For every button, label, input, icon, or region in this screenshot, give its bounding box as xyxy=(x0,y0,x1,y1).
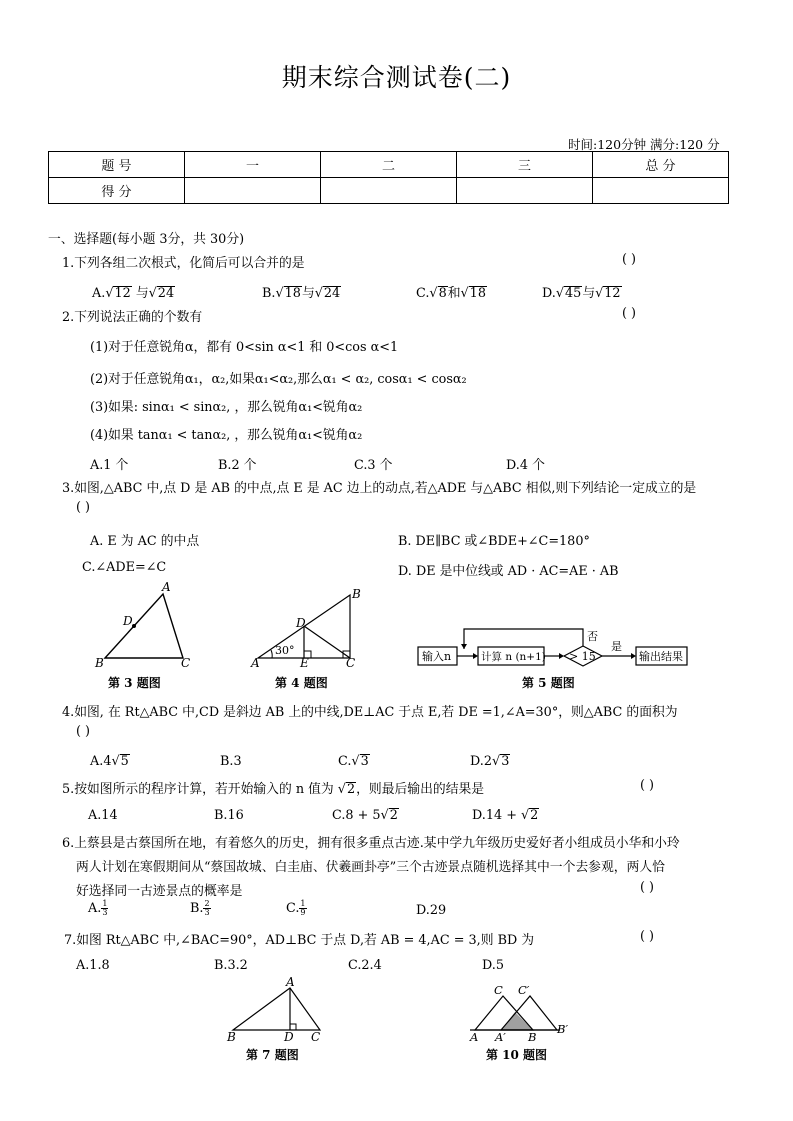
fig4-label-e: E xyxy=(300,656,309,670)
fig4-label-b: B xyxy=(352,587,361,601)
q7-option-a: A.1.8 xyxy=(76,958,110,973)
q4-option-b: B.3 xyxy=(220,754,242,769)
q6-option-d: D.29 xyxy=(416,903,447,918)
fig3-caption: 第 3 题图 xyxy=(108,676,161,690)
q2-option-a: A.1 个 xyxy=(90,458,129,473)
q6-option-b: B. $\frac{2}{3}$ xyxy=(190,899,210,917)
fig10-label-c: C xyxy=(494,983,503,997)
figure-5-flowchart xyxy=(418,629,687,690)
q2-statement-2: (2)对于任意锐角α₁，α₂,如果α₁<α₂,那么α₁ < α₂, cosα₁ < cosα₂ xyxy=(90,372,467,387)
question-4-stem: 4.如图, 在 Rt△ABC 中,CD 是斜边 AB 上的中线,DE⊥AC 于点 E,若 DE =1,∠A=30°，则△ABC 的面积为 xyxy=(62,705,678,720)
fig7-caption: 第 7 题图 xyxy=(246,1048,299,1062)
score-table-score-row xyxy=(49,178,729,204)
figure-4 xyxy=(250,587,361,690)
q7-option-d: D.5 xyxy=(482,958,505,973)
figure-7 xyxy=(226,975,320,1062)
fig3-triangle xyxy=(105,594,183,658)
time-info: 时间:120分钟 满分:120 分 xyxy=(568,137,720,152)
q2-option-d: D.4 个 xyxy=(506,458,545,473)
score-cell[interactable] xyxy=(185,178,321,204)
score-table xyxy=(48,151,729,204)
fig10-label-c-prime: C′ xyxy=(518,983,530,997)
fig3-label-d: D xyxy=(123,614,133,628)
flow-input-label: 输入n xyxy=(422,650,452,663)
answer-paren: ( ) xyxy=(640,880,655,895)
q7-option-b: B.3.2 xyxy=(214,958,248,973)
question-1-stem: 1.下列各组二次根式，化简后可以合并的是 xyxy=(62,256,305,271)
answer-paren: ( ) xyxy=(640,929,655,944)
score-cell[interactable] xyxy=(321,178,457,204)
flow-compute-label: 计算 n (n+1) xyxy=(481,651,546,663)
score-header-cell: 三 xyxy=(457,152,593,178)
figures-row-1 xyxy=(0,578,793,696)
q3-option-b: B. DE∥BC 或∠BDE+∠C=180° xyxy=(398,534,590,549)
fig7-label-a: A xyxy=(286,975,295,989)
score-cell[interactable] xyxy=(593,178,729,204)
fig7-label-b: B xyxy=(227,1030,236,1044)
fig4-label-d: D xyxy=(296,616,306,630)
q2-option-b: B.2 个 xyxy=(218,458,257,473)
section-heading: 一、选择题(每小题 3分，共 30分) xyxy=(48,232,245,247)
fig7-label-d: D xyxy=(284,1030,294,1044)
fig4-angle-arc xyxy=(271,650,272,658)
fig4-caption: 第 4 题图 xyxy=(275,676,328,690)
q2-statement-4: (4)如果 tanα₁ < tanα₂, ，那么锐角α₁<锐角α₂ xyxy=(90,428,363,443)
q4-option-d: D.2√3 xyxy=(470,754,510,769)
question-6-line-3: 好选择同一古迹景点的概率是 xyxy=(76,884,243,899)
q1-option-c: C.√8和√18 xyxy=(416,286,486,301)
flow-arrowhead-1 xyxy=(473,653,478,659)
answer-paren: ( ) xyxy=(622,252,637,267)
flow-decision-label: > 15 xyxy=(569,650,596,663)
fig3-label-b: B xyxy=(95,656,104,670)
q6-option-c: C. $\frac{1}{9}$ xyxy=(286,899,306,917)
score-header-cell: 一 xyxy=(185,152,321,178)
flow-arrowhead-3 xyxy=(631,653,636,659)
q1-option-a: A.√12 与√24 xyxy=(92,286,175,301)
fig4-label-c: C xyxy=(346,656,356,670)
figure-10 xyxy=(469,983,568,1062)
q1-option-b: B.√18与√24 xyxy=(262,286,341,301)
q5-option-a: A.14 xyxy=(88,808,118,823)
fig7-triangle xyxy=(233,988,320,1030)
q2-option-c: C.3 个 xyxy=(354,458,393,473)
q5-option-b: B.16 xyxy=(214,808,244,823)
fig5-caption: 第 5 题图 xyxy=(522,676,575,690)
q2-statement-1: (1)对于任意锐角α，都有 0<sin α<1 和 0<cos α<1 xyxy=(90,340,399,355)
flow-yes-label: 是 xyxy=(611,640,622,653)
fig10-label-a-prime: A′ xyxy=(495,1030,506,1044)
q3-option-c: C.∠ADE=∠C xyxy=(82,560,167,575)
fig4-label-a: A xyxy=(251,656,260,670)
page-title: 期末综合测试卷(二) xyxy=(281,63,512,92)
answer-paren: ( ) xyxy=(76,500,91,515)
answer-paren: ( ) xyxy=(622,306,637,321)
q4-option-c: C.√3 xyxy=(338,754,369,769)
q5-option-c: C.8 + 5√2 xyxy=(332,808,398,823)
q2-statement-3: (3)如果: sinα₁ < sinα₂, ，那么锐角α₁<锐角α₂ xyxy=(90,400,363,415)
fig3-label-a: A xyxy=(162,580,171,594)
fig10-label-b-prime: B′ xyxy=(557,1022,569,1036)
score-row-label: 得 分 xyxy=(49,178,185,204)
flow-loop-arrowhead xyxy=(461,644,467,649)
score-header-cell: 二 xyxy=(321,152,457,178)
fig10-caption: 第 10 题图 xyxy=(486,1048,548,1062)
score-header-cell: 题 号 xyxy=(49,152,185,178)
question-5-stem: 5.按如图所示的程序计算，若开始输入的 n 值为 √2，则最后输出的结果是 xyxy=(62,782,485,797)
answer-paren: ( ) xyxy=(640,778,655,793)
q6-option-a: A. $\frac{1}{3}$ xyxy=(88,899,108,917)
fig3-label-c: C xyxy=(181,656,191,670)
figures-row-2 xyxy=(0,975,793,1070)
fig7-label-c: C xyxy=(311,1030,321,1044)
fig10-shaded-region xyxy=(501,1012,533,1030)
fig4-angle-label: 30° xyxy=(275,644,295,657)
flow-output-label: 输出结果 xyxy=(639,650,683,663)
question-6-line-2: 两人计划在寒假期间从“蔡国故城、白圭庙、伏羲画卦亭”三个古迹景点随机选择其中一个去参观，两人恰 xyxy=(76,860,665,875)
fig10-label-b: B xyxy=(528,1030,537,1044)
figure-3 xyxy=(94,580,190,690)
flow-no-label: 否 xyxy=(587,630,598,643)
score-header-cell: 总 分 xyxy=(593,152,729,178)
score-cell[interactable] xyxy=(457,178,593,204)
q1-option-d: D.√45与√12 xyxy=(542,286,621,301)
question-7-stem: 7.如图 Rt△ABC 中,∠BAC=90°，AD⊥BC 于点 D,若 AB = 4,AC = 3,则 BD 为 xyxy=(64,933,535,948)
fig10-label-a: A xyxy=(470,1030,479,1044)
q3-option-a: A. E 为 AC 的中点 xyxy=(90,534,200,549)
question-3-stem: 3.如图,△ABC 中,点 D 是 AB 的中点,点 E 是 AC 边上的动点,若△ADE 与△ABC 相似,则下列结论一定成立的是 xyxy=(62,481,697,496)
q5-option-d: D.14 + √2 xyxy=(472,808,539,823)
q7-option-c: C.2.4 xyxy=(348,958,382,973)
answer-paren: ( ) xyxy=(76,724,91,739)
flow-loop-line xyxy=(464,629,583,649)
q3-option-d: D. DE 是中位线或 AD · AC=AE · AB xyxy=(398,564,619,579)
q4-option-a: A.4√5 xyxy=(90,754,129,769)
score-table-header-row xyxy=(49,152,729,178)
question-6-line-1: 6.上蔡县是古蔡国所在地，有着悠久的历史，拥有很多重点古迹.某中学九年级历史爱好者小组成员小华和小玲 xyxy=(62,836,680,851)
question-2-stem: 2.下列说法正确的个数有 xyxy=(62,310,203,325)
